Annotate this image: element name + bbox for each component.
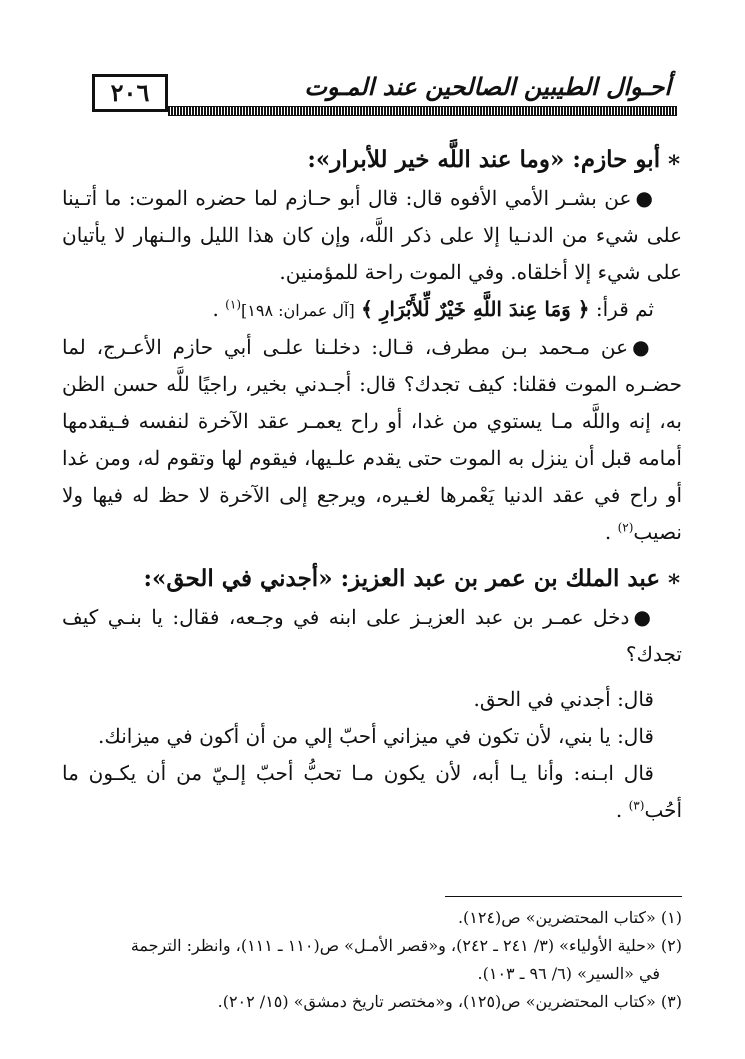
- page-number: ٢٠٦: [92, 74, 168, 112]
- asterisk-icon: ∗: [666, 565, 682, 592]
- paragraph: ●عن مـحمد بـن مطرف، قـال: دخلـنا علـى أبي حازم الأعـرج، لما حضـره الموت فقلنا: كيف تجدك؟ قال: أجـدني بخير، راجيًا للَّه حسن الظن به، إنه واللَّه مـا يستوي من غدا، أو راح يعمـر عقد الآخرة لنفسه فـيقدمها أمامه قبل أن ينزل به الموت حتى يقدم علـيها، فيقوم لها وتقوم له، ومن غدا أو راح في عقد الدنيا يَعْمرها لغـيره، ويرجع إلى الآخرة لا حظ له فيها ولا نصيب$^{(٢)}$ .: [62, 335, 682, 544]
- paragraph-text: عن بشـر الأمي الأفوه قال: قال أبو حـازم لما حضره الموت: ما أتـينا على شيء من الدنـيا إلا على ذكر اللَّه، وإن كان هذا الليل والـنهار لا يأتيان على شيء إلا أخلقاه. وفي الموت راحة للمؤمنين.: [62, 186, 682, 284]
- bullet-icon: ●: [635, 186, 655, 210]
- section-heading-text: عبد الملك بن عمر بن عبد العزيز: «أجدني في الحق»:: [143, 565, 661, 592]
- bullet-icon: ●: [632, 335, 654, 359]
- page-body: [62, 140, 682, 829]
- footnote-marker: (٢): [617, 520, 634, 535]
- verse-paragraph: ثم قرأ: ﴿ وَمَا عِندَ اللَّهِ خَيْرٌ لِّلأَبْرَارِ ﴾ [آل عمران: ١٩٨]$^{(١)}$ .: [212, 297, 654, 321]
- section-heading: [62, 140, 682, 180]
- paragraph: [62, 599, 682, 673]
- asterisk-icon: ∗: [666, 146, 682, 173]
- section-heading-text: أبو حازم: «وما عند اللَّه خير للأبرار»:: [307, 146, 661, 173]
- bullet-icon: ●: [633, 605, 654, 629]
- paragraph: قال: يا بني، لأن تكون في ميزاني أحبّ إلي من أن أكون في ميزانك.: [98, 724, 654, 748]
- paragraph-text: قال ابـنه: وأنا يـا أبه، لأن يكون مـا تحبُّ أحبّ إلـيّ من أن يكـون ما أحُب: [62, 761, 682, 822]
- page-header: [92, 70, 677, 120]
- footnotes: [62, 904, 682, 1016]
- paragraph: [62, 180, 682, 291]
- verse-citation: [آل عمران: ١٩٨]: [241, 301, 355, 320]
- footnote: (٣) «كتاب المحتضرين» ص(١٢٥)، و«مختصر تاريخ دمشق» (١٥/ ٢٠٢).: [217, 992, 682, 1011]
- paragraph-text: عن مـحمد بـن مطرف، قـال: دخلـنا علـى أبي حازم الأعـرج، لما حضـره الموت فقلنا: كيف تجدك؟ قال: أجـدني بخير، راجيًا للَّه حسن الظن به، إنه واللَّه مـا يستوي من غدا، أو راح يعمـر عقد الآخرة لنفسه فـيقدمها أمامه قبل أن ينزل به الموت حتى يقدم علـيها، فيقوم لها وتقوم له، ومن غدا أو راح في عقد الدنيا يَعْمرها لغـيره، ويرجع إلى الآخرة لا حظ له فيها ولا نصيب: [62, 335, 682, 544]
- header-rule: [168, 106, 677, 116]
- running-title: أحـوال الطيبين الصالحين عند المـوت: [304, 72, 671, 101]
- section-heading: [62, 559, 682, 599]
- footnote-continuation: في «السير» (٦/ ٩٦ ـ ١٠٣).: [477, 964, 660, 983]
- footnote-marker: (٣): [628, 798, 645, 813]
- footnote-separator: [445, 896, 682, 897]
- footnote: (١) «كتاب المحتضرين» ص(١٢٤).: [457, 908, 682, 927]
- footnote: (٢) «حلية الأولياء» (٣/ ٢٤١ ـ ٢٤٢)، و«قصر الأمـل» ص(١١٠ ـ ١١١)، وانظر: الترجمة: [130, 936, 682, 955]
- footnote-marker: (١): [225, 297, 241, 312]
- paragraph-text: دخل عمـر بن عبد العزيـز على ابنه في وجـعه، فقال: يا بنـي كيف تجدك؟: [62, 605, 682, 666]
- paragraph: قال: أجدني في الحق.: [473, 687, 654, 711]
- verse-lead: ثم قرأ:: [595, 297, 654, 321]
- paragraph: قال ابـنه: وأنا يـا أبه، لأن يكون مـا تحبُّ أحبّ إلـيّ من أن يكـون ما أحُب$^{(٣)}$ .: [62, 761, 682, 822]
- quran-verse: ﴿ وَمَا عِندَ اللَّهِ خَيْرٌ لِّلأَبْرَارِ ﴾: [361, 297, 590, 321]
